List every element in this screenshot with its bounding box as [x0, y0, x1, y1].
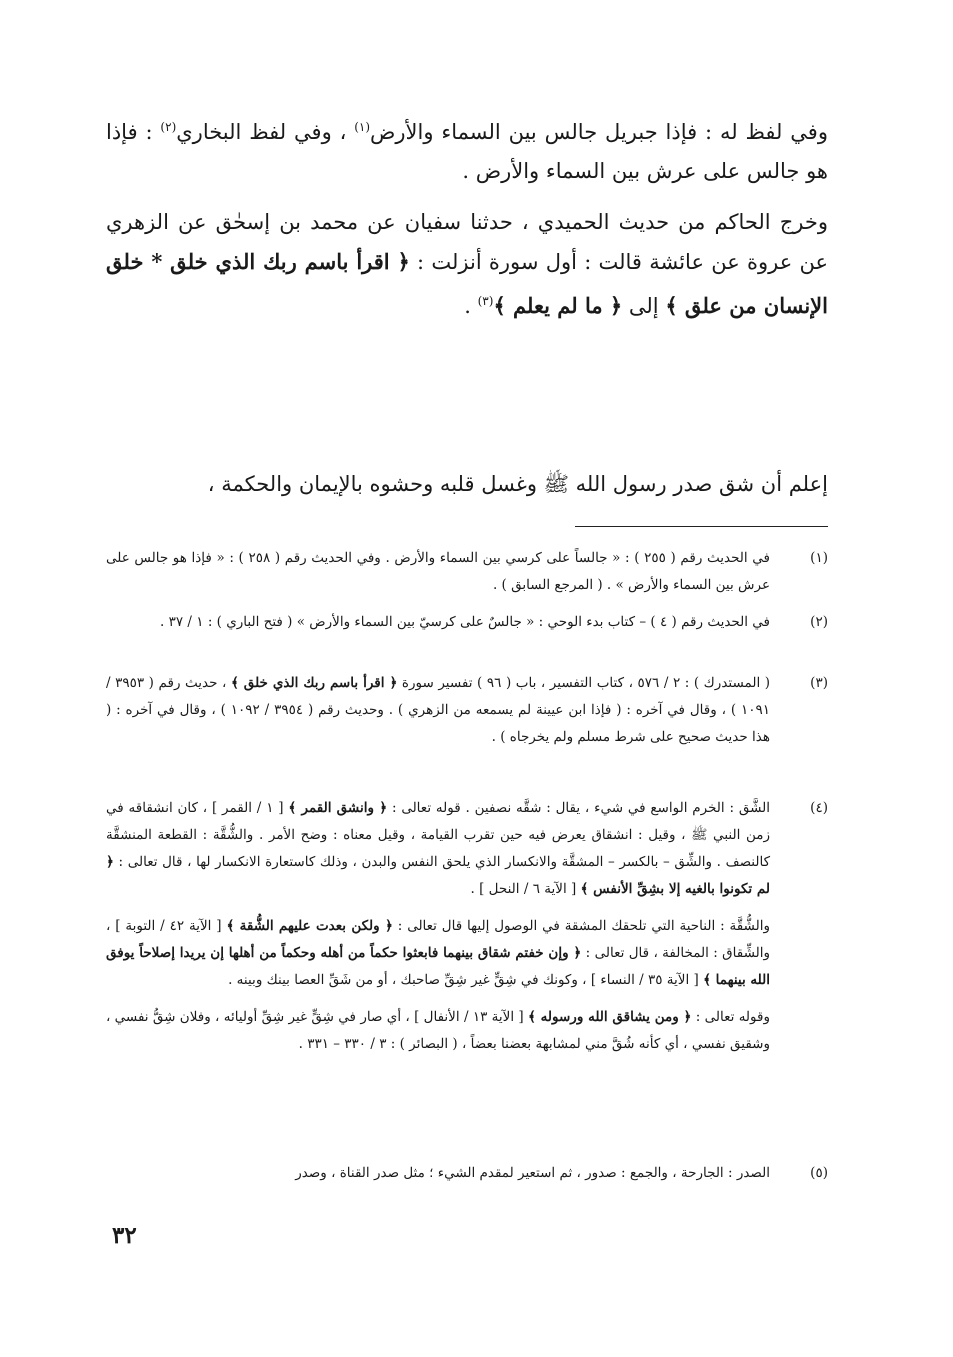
footnote-3 [106, 670, 828, 751]
footnote-number: (٥) [810, 1165, 828, 1181]
footnote-number: (١) [810, 550, 828, 566]
p2-text-b: إلى [622, 294, 666, 318]
quran-quote: ﴿ لم تكونوا بالغيه إلا بشِقِّ الأنفس ﴾ [106, 854, 770, 897]
footnote-number: (٢) [810, 614, 828, 630]
footnote-text: ( المستدرك ) : ٢ / ٥٧٦ ، كتاب التفسير ، باب ( ٩٦ ) تفسير سورة ﴿ اقرأ باسم ربك الذي خلق ﴾ ، حديث رقم ( ٣٩٥٣ / ١٠٩١ ) ، وقال في آخره : ( فإذا ابن عيينة لم يسمعه من الزهري ) . وحديث رقم ( ٣٩٥٤ / ١٠٩٢ ) ، وقال في آخره : ( هذا حديث صحيح على شرط مسلم ولم يخرجاه ) . [106, 675, 771, 745]
quran-quote: ﴿ اقرأ باسم ربك الذي خلق ﴾ [230, 675, 398, 691]
quran-quote: ﴿ وإن خفتم شقاق بينهما فابعثوا حكماً من أهله وحكماً من أهلها إن يريدا إصلاحاً يوفق الله بينهما ﴾ [106, 945, 770, 988]
footnote-number: (٣) [810, 675, 828, 691]
p1-text-c: : فإذا هو جالس على عرش بين السماء والأرض . [106, 120, 828, 183]
footnote-5 [106, 1160, 828, 1187]
footnote-ref-1[interactable]: (١) [354, 120, 371, 134]
footnote-4-paragraph-2: والشُّقَّة : الناحية التي تلحقك المشقة في الوصول إليها قال تعالى : ﴿ ولكن بعدت عليهم الشُّقة ﴾ [ الآية ٤٢ / التوبة ] ، والشِّقاق : المخالفة ، قال تعالى : ﴿ وإن خفتم شقاق بينهما فابعثوا حكماً من أهله وحكماً من أهلها إن يريدا إصلاحاً يوفق الله بينهما ﴾ [ الآية ٣٥ / النساء ] ، وكونك في شِقٍّ غير شِقِّ صاحبك ، أو من شَقِّ العصا بينك وبينه . [106, 918, 770, 988]
footnote-text: في الحديث رقم ( ٢٥٥ ) : « جالساً على كرسي بين السماء والأرض . وفي الحديث رقم ( ٢٥٨ ) : « فإذا هو جالس على عرش بين السماء والأرض » . ( المرجع السابق ) . [106, 550, 770, 593]
paragraph-2 [106, 203, 828, 326]
quran-quote-2: ﴿ ما لم يعلم ﴾ [493, 293, 623, 318]
quran-quote: ﴿ ولكن بعدت عليهم الشُّقة ﴾ [226, 918, 393, 934]
page-number: ٣٢ [112, 1222, 137, 1249]
footnote-4-paragraph-3: وقوله تعالى : ﴿ ومن يشاقق الله ورسوله ﴾ [ الآية ١٣ / الأنفال ] ، أي صار في شِقٍّ غير شِقِّ أوليائه ، وفلان شِقُّ نفسي ، وشقيق نفسي ، أي كأنه شُقَّ مني لمشابهة بعضنا بعضاً ، ( البصائر ) : ٣ / ٣٣٠ – ٣٣١ . [106, 1009, 770, 1052]
footnote-text: الصدر : الجارحة ، والجمع : صدور ، ثم استعير لمقدم الشيء ؛ مثل صدر القناة ، وصدر [295, 1165, 770, 1181]
paragraph-3: إعلم أن شق صدر رسول الله ﷺ وغسل قلبه وحشوه بالإيمان والحكمة ، [207, 472, 828, 496]
paragraph-1 [106, 108, 828, 191]
footnote-4 [106, 795, 828, 1058]
p2-text-c: . [464, 294, 478, 318]
quran-quote-1: ﴿ اقرأ باسم ربك الذي خلق * خلق الإنسان من علق ﴾ [106, 249, 828, 318]
quran-quote: ﴿ ومن يشاقق الله ورسوله ﴾ [528, 1009, 692, 1025]
footnote-1 [106, 545, 828, 599]
p2-text-a: وخرج الحاكم من حديث الحميدي ، حدثنا سفيان عن محمد بن إسحٰق عن الزهري عن عروة عن عائشة قالت : أول سورة أنزلت : [106, 210, 828, 274]
footnote-2 [106, 609, 828, 636]
footnote-ref-3[interactable]: (٣) [477, 294, 494, 308]
quran-quote: ﴿ وانشق القمر ﴾ [288, 800, 388, 816]
footnote-ref-2[interactable]: (٢) [160, 120, 177, 134]
p1-text-a: وفي لفظ له : فإذا جبريل جالس بين السماء والأرض [370, 120, 828, 144]
footnote-number: (٤) [810, 800, 828, 816]
p1-text-b: ، وفي لفظ البخاري [176, 120, 355, 144]
footnote-text: في الحديث رقم ( ٤ ) – كتاب بدء الوحي : « جالسٌ على كرسيّ بين السماء والأرض » ( فتح الباري ) : ١ / ٣٧ . [160, 614, 770, 630]
footnote-divider [575, 526, 828, 527]
footnote-4-paragraph-1: الشَّق : الخرم الواسع في شيء ، يقال : شقَّه نصفين . قوله تعالى : ﴿ وانشق القمر ﴾ [ ١ / القمر ] ، كان انشقاقه في زمن النبي ﷺ ، وقيل : انشقاق يعرض فيه حين تقرب القيامة ، وقيل معناه : وضح الأمر . والشُّقَّة : القطعة المنشقَّة كالنصف . والشِّق – بالكسر – المشقَّة والانكسار الذي يلحق النفس والبدن ، وذلك كاستعارة الانكسار لها ، قال تعالى : ﴿ لم تكونوا بالغيه إلا بشِقِّ الأنفس ﴾ [ الآية ٦ / النحل ] . [106, 800, 770, 897]
